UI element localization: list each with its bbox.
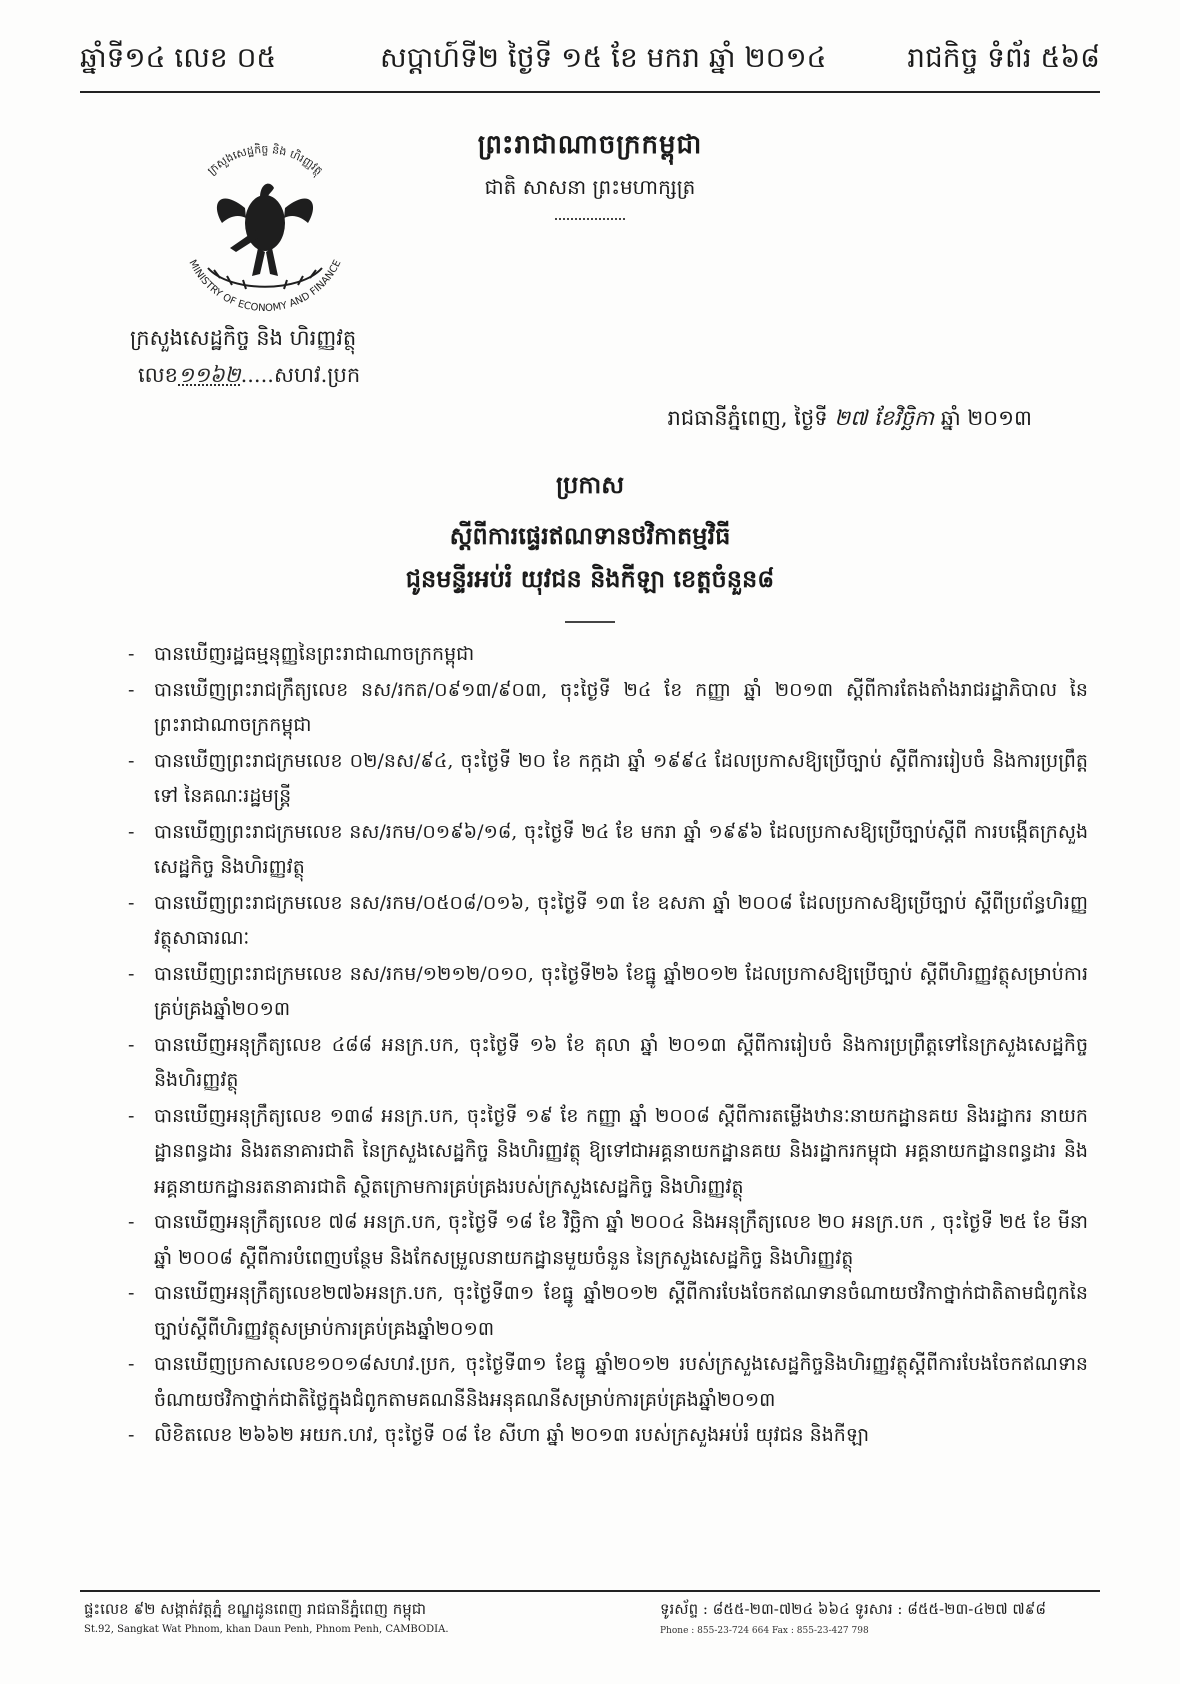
reference-number-value: ១១៦២ <box>178 363 241 387</box>
consideration-item: - បានឃើញព្រះរាជក្រមលេខ នស/រកម/១២១២/០១០, ចុះថ្ងៃទី២៦ ខែធ្នូ ឆ្នាំ២០១២ ដែលប្រកាសឱ្យប្រើច្បាប់ ស្តីពីហិរញ្ញវត្ថុសម្រាប់ការគ្រប់គ្រងឆ្នាំ២០១៣ <box>128 962 1088 1020</box>
document-subject-line-1: ស្តីពីការផ្ទេរឥណទានថវិកាតម្មវិធី <box>449 521 731 550</box>
consideration-item: - បានឃើញអនុក្រឹត្យលេខ ៤៨៨ អនក្រ.បក, ចុះថ្ងៃទី ១៦ ខែ តុលា ឆ្នាំ ២០១៣ ស្តីពីការរៀបចំ និងការប្រព្រឹត្តទៅនៃក្រសួងសេដ្ឋកិច្ច និងហិរញ្ញវត្ថុ <box>128 1033 1088 1091</box>
date-day: ២៧ <box>834 406 868 430</box>
document-date <box>668 405 1032 436</box>
footer-divider <box>80 1590 1100 1592</box>
svg-text:ក្រសួងសេដ្ឋកិច្ច និង ហិរញ្ញវត្: ក្រសួងសេដ្ឋកិច្ច និង ហិរញ្ញវត្ថុ <box>204 142 326 178</box>
consideration-item: - បានឃើញព្រះរាជក្រឹត្យលេខ នស/រកត/០៩១៣/៩០៣, ចុះថ្ងៃទី ២៤ ខែ កញ្ញា ឆ្នាំ ២០១៣ ស្តីពីការតែងតាំងរាជរដ្ឋាភិបាល នៃព្រះរាជាណាចក្រកម្ពុជា <box>128 678 1088 736</box>
reference-number: លេខ១១៦២.....សហវ.ប្រក <box>138 363 361 387</box>
considerations-list <box>128 637 1088 1454</box>
kingdom-ornament-divider <box>555 218 625 220</box>
document-title-block <box>300 470 880 623</box>
footer-contact <box>660 1600 1046 1636</box>
contact-khmer: ទូរស័ព្ទ : ៨៥៥-២៣-៧២៤ ៦៦៤ ទូរសារ : ៨៥៥-២៣-៤២៧ ៧៩៨ <box>660 1600 1046 1618</box>
consideration-item: - បានឃើញរដ្ឋធម្មនុញ្ញនៃព្រះរាជាណាចក្រកម្ពុជា <box>128 643 475 665</box>
consideration-item: - លិខិតលេខ ២៦៦២ អយក.ហវ, ចុះថ្ងៃទី ០៨ ខែ សីហា ឆ្នាំ ២០១៣ របស់ក្រសួងអប់រំ យុវជន និងកីឡា <box>128 1424 870 1446</box>
ministry-seal-emblem-icon <box>160 128 370 318</box>
address-english: St.92, Sangkat Wat Phnom, khan Daun Penh, Phnom Penh, CAMBODIA. <box>84 1624 449 1635</box>
svg-text:MINISTRY OF ECONOMY AND FINANC: MINISTRY OF ECONOMY AND FINANCE <box>186 258 344 315</box>
consideration-item: - បានឃើញព្រះរាជក្រមលេខ នស/រកម/០១៩៦/១៨, ចុះថ្ងៃទី ២៤ ខែ មករា ឆ្នាំ ១៩៩៦ ដែលប្រកាសឱ្យប្រើច្បាប់ស្តីពី ការបង្កើតក្រសួងសេដ្ឋកិច្ច និងហិរញ្ញវត្ថុ <box>128 820 1088 878</box>
gazette-date: សប្តាហ៍ទី២ ថ្ងៃទី ១៥ ខែ មករា ឆ្នាំ ២០១៤ <box>380 41 827 74</box>
reference-suffix: សហវ.ប្រក <box>273 363 361 387</box>
consideration-item: - បានឃើញអនុក្រឹត្យលេខ២៧៦អនក្រ.បក, ចុះថ្ងៃទី៣១ ខែធ្នូ ឆ្នាំ២០១២ ស្តីពីការបែងចែកឥណទានចំណាយថវិកាថ្នាក់ជាតិតាមជំពូកនៃច្បាប់ស្តីពីហិរញ្ញវត្ថុសម្រាប់ការគ្រប់គ្រងឆ្នាំ២០១៣ <box>128 1282 1088 1340</box>
contact-english: Phone : 855-23-724 664 Fax : 855-23-427 798 <box>660 1626 869 1636</box>
footer-address <box>84 1600 449 1635</box>
kingdom-name: ព្រះរាជាណាចក្រកម្ពុជា <box>477 130 703 160</box>
kingdom-heading <box>420 128 760 220</box>
document-subject-line-2: ជូនមន្ទីរអប់រំ យុវជន និងកីឡា ខេត្តចំនួន៨ <box>405 564 775 593</box>
consideration-item: - បានឃើញអនុក្រឹត្យលេខ ១៣៨ អនក្រ.បក, ចុះថ្ងៃទី ១៩ ខែ កញ្ញា ឆ្នាំ ២០០៨ ស្តីពីការតម្លើងឋានៈនាយកដ្ឋានគយ និងរដ្ឋាករ នាយកដ្ឋានពន្ធដារ និងរតនាគារជាតិ នៃក្រសួងសេដ្ឋកិច្ច និងហិរញ្ញវត្ថុ ឱ្យទៅជាអគ្គនាយកដ្ឋានគយ និងរដ្ឋាករកម្ពុជា អគ្គនាយកដ្ឋានពន្ធដារ និងអគ្គនាយកដ្ឋានរតនាគារជាតិ ស្ថិតក្រោមការគ្រប់គ្រងរបស់ក្រសួងសេដ្ឋកិច្ច និងហិរញ្ញវត្ថុ <box>128 1104 1088 1198</box>
document-type-title: ប្រកាស <box>555 470 625 499</box>
ministry-name: ក្រសួងសេដ្ឋកិច្ច និង ហិរញ្ញវត្ថុ <box>130 326 357 350</box>
title-ornament-divider <box>565 621 615 623</box>
consideration-item: - បានឃើញព្រះរាជក្រមលេខ នស/រកម/០៥០៨/០១៦, ចុះថ្ងៃទី ១៣ ខែ ឧសភា ឆ្នាំ ២០០៨ ដែលប្រកាសឱ្យប្រើច្បាប់ ស្តីពីប្រព័ន្ធហិរញ្ញវត្ថុសាធារណៈ <box>128 891 1088 949</box>
gazette-issue: ឆ្នាំទី១៤ លេខ ០៥ <box>80 41 277 74</box>
address-khmer: ផ្ទះលេខ ៩២ សង្កាត់វត្តភ្នំ ខណ្ឌដូនពេញ រាជធានីភ្នំពេញ កម្ពុជា <box>84 1600 427 1618</box>
running-header <box>80 40 1100 86</box>
date-year: ឆ្នាំ ២០១៣ <box>940 406 1032 430</box>
consideration-item: - បានឃើញប្រកាសលេខ១០១៨សហវ.ប្រក, ចុះថ្ងៃទី៣១ ខែធ្នូ ឆ្នាំ២០១២ របស់ក្រសួងសេដ្ឋកិច្ចនិងហិរញ្ញវត្ថុស្តីពីការបែងចែកឥណទានចំណាយថវិកាថ្នាក់ជាតិថ្លៃក្នុងជំពូកតាមគណនីនិងអនុគណនីសម្រាប់ការគ្រប់គ្រងឆ្នាំ២០១៣ <box>128 1353 1088 1411</box>
ministry-seal <box>160 128 370 318</box>
date-month: ខែវិច្ឆិកា <box>874 406 935 430</box>
reference-prefix: លេខ <box>138 363 178 387</box>
gazette-page-number: រាជកិច្ច ទំព័រ ៥៦៨ <box>907 41 1100 74</box>
kingdom-motto: ជាតិ សាសនា ព្រះមហាក្សត្រ <box>484 175 696 199</box>
consideration-item: - បានឃើញអនុក្រឹត្យលេខ ៧៨ អនក្រ.បក, ចុះថ្ងៃទី ១៨ ខែ វិច្ឆិកា ឆ្នាំ ២០០៤ និងអនុក្រឹត្យលេខ ២០ អនក្រ.បក , ចុះថ្ងៃទី ២៥ ខែ មីនា ឆ្នាំ ២០០៨ ស្តីពីការបំពេញបន្ថែម និងកែសម្រួលនាយកដ្ឋានមួយចំនួន នៃក្រសួងសេដ្ឋកិច្ច និងហិរញ្ញវត្ថុ <box>128 1211 1088 1269</box>
header-divider <box>80 91 1100 93</box>
date-prefix: រាជធានីភ្នំពេញ, ថ្ងៃទី <box>667 406 828 430</box>
consideration-item: - បានឃើញព្រះរាជក្រមលេខ ០២/នស/៩៤, ចុះថ្ងៃទី ២០ ខែ កក្កដា ឆ្នាំ ១៩៩៤ ដែលប្រកាសឱ្យប្រើច្បាប់ ស្តីពីការរៀបចំ និងការប្រព្រឹត្តទៅ នៃគណៈរដ្ឋមន្ត្រី <box>128 749 1088 807</box>
